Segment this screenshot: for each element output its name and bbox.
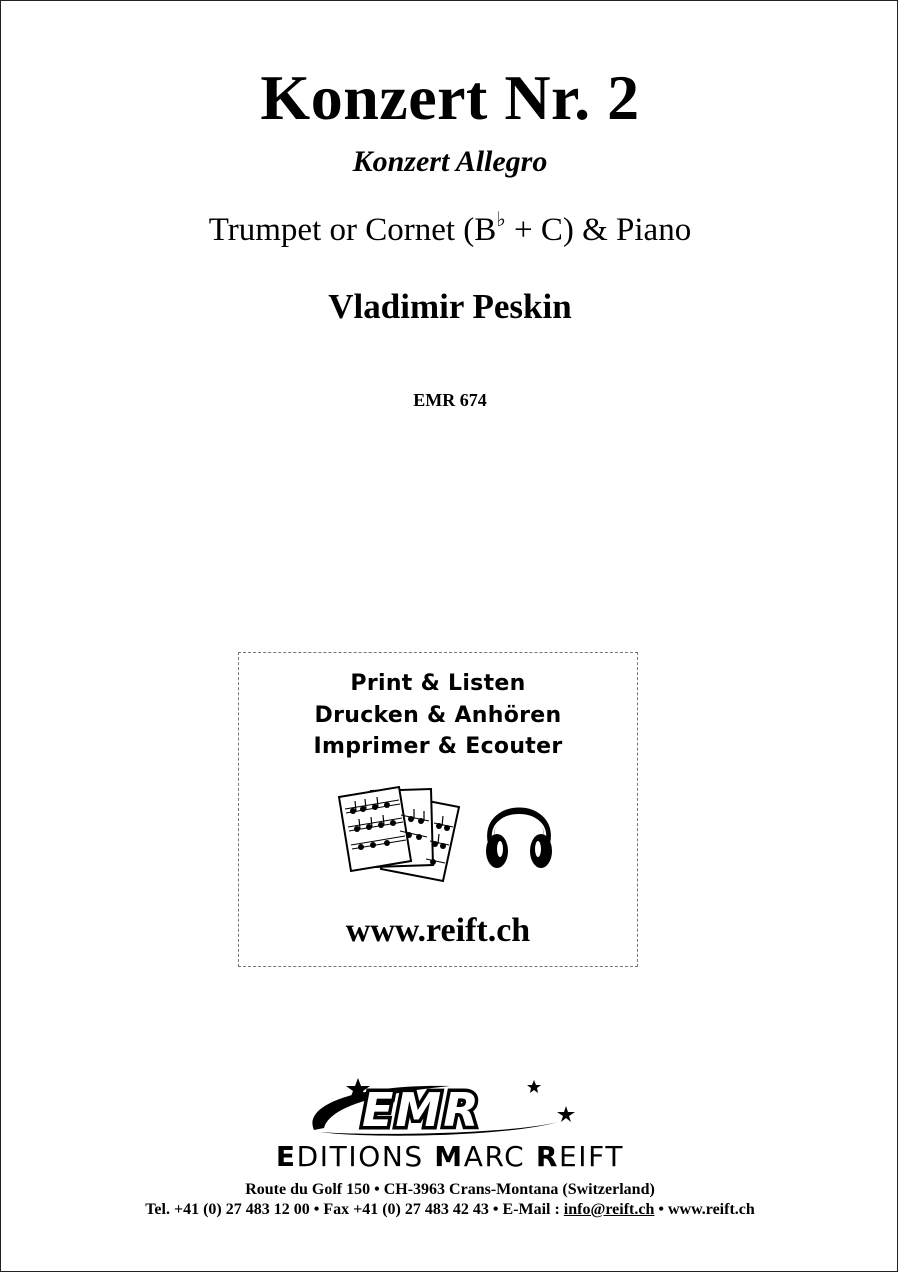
catalog-number: EMR 674 xyxy=(413,390,487,410)
instrumentation-before: Trumpet or Cornet (B xyxy=(208,212,497,248)
contact-website: • www.reift.ch xyxy=(654,1201,755,1218)
contact-phone-fax: Tel. +41 (0) 27 483 12 00 • Fax +41 (0) 27 483 42 43 • E-Mail : xyxy=(145,1201,564,1218)
publisher-initial-e: E xyxy=(275,1140,297,1173)
publisher-word-editions: DITIONS xyxy=(296,1140,435,1173)
publisher-word-reift: EIFT xyxy=(559,1140,625,1173)
flat-sign: ♭ xyxy=(496,209,506,231)
promo-line-french: Imprimer & Ecouter xyxy=(313,734,563,759)
instrumentation xyxy=(0,210,900,250)
sheet-music-icon xyxy=(337,785,469,883)
publisher-name xyxy=(0,1141,900,1173)
composer-name: Vladimir Peskin xyxy=(328,287,572,326)
publisher-word-marc: ARC xyxy=(463,1140,536,1173)
promo-url: www.reift.ch xyxy=(345,912,531,949)
publisher-contact xyxy=(0,1200,900,1220)
print-listen-box xyxy=(238,652,638,967)
emr-logo xyxy=(300,1074,590,1140)
promo-line-english: Print & Listen xyxy=(350,671,526,696)
promo-line-german: Drucken & Anhören xyxy=(314,703,562,728)
publisher-address: Route du Golf 150 • CH-3963 Crans-Montana (Switzerland) xyxy=(245,1181,655,1198)
email-link[interactable]: info@reift.ch xyxy=(563,1201,655,1218)
instrumentation-after: + C) & Piano xyxy=(505,212,692,248)
page-title: Konzert Nr. 2 xyxy=(260,62,640,133)
publisher-initial-r: R xyxy=(535,1140,559,1173)
subtitle: Konzert Allegro xyxy=(352,145,548,178)
publisher-initial-m: M xyxy=(434,1140,464,1173)
logo-text: EMR xyxy=(362,1083,481,1137)
headphones-icon xyxy=(481,791,557,873)
